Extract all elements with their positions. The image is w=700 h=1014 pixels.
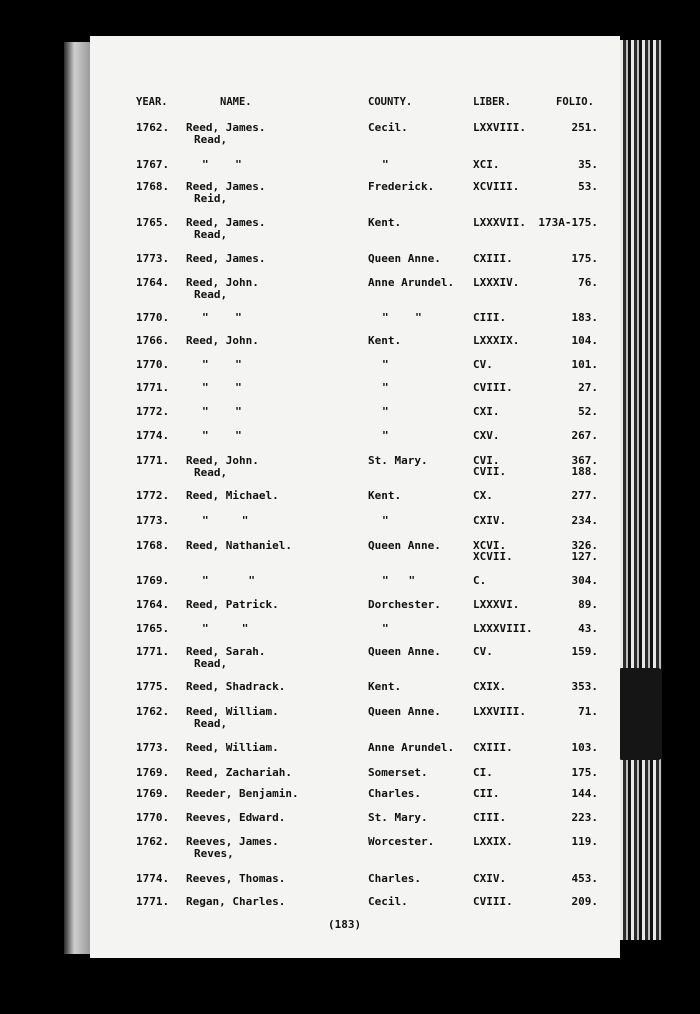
entry-folio: 223. — [571, 811, 598, 824]
entry-folio: 267. — [571, 429, 598, 442]
entry-name: " " — [202, 381, 242, 394]
entry-year: 1767. — [136, 158, 170, 171]
entry-county: Anne Arundel. — [368, 741, 455, 754]
entry-name: " " — [202, 158, 242, 171]
entry-liber: XCVIII. — [473, 180, 520, 193]
entry-liber: CXI. — [473, 405, 500, 418]
entry-county: " " — [382, 311, 422, 324]
entry-county: Kent. — [368, 489, 402, 502]
entry-name-variant: Read, — [194, 717, 228, 730]
entry-year: 1774. — [136, 429, 170, 442]
entry-folio: 304. — [571, 574, 598, 587]
entry-name: Reed, Sarah. — [186, 645, 266, 658]
entry-year: 1770. — [136, 311, 170, 324]
entry-liber: CX. — [473, 489, 493, 502]
entry-folio: 119. — [571, 835, 598, 848]
entry-folio: 76. — [578, 276, 598, 289]
entry-county: " — [382, 429, 389, 442]
entry-name: Regan, Charles. — [186, 895, 286, 908]
header-name: NAME. — [220, 96, 252, 108]
entry-name: Reed, John. — [186, 334, 259, 347]
entry-liber: LXXXIV. — [473, 276, 520, 289]
entry-year: 1765. — [136, 216, 170, 229]
entry-liber: CXIII. — [473, 741, 513, 754]
entry-folio: 326. — [571, 539, 598, 552]
entry-county: Frederick. — [368, 180, 435, 193]
entry-liber: CXIX. — [473, 680, 507, 693]
entry-year: 1771. — [136, 381, 170, 394]
entry-liber: CVIII. — [473, 895, 513, 908]
entry-folio: 453. — [571, 872, 598, 885]
entry-year: 1764. — [136, 276, 170, 289]
entry-folio: 52. — [578, 405, 598, 418]
entry-name: Reed, Nathaniel. — [186, 539, 292, 552]
entry-liber: LXXXIX. — [473, 334, 520, 347]
entry-liber: CXV. — [473, 429, 500, 442]
entry-folio: 234. — [571, 514, 598, 527]
entry-year: 1770. — [136, 811, 170, 824]
entry-name: Reed, William. — [186, 741, 279, 754]
entry-year: 1773. — [136, 514, 170, 527]
entry-year: 1769. — [136, 766, 170, 779]
book-spine-left — [64, 42, 90, 954]
entry-county: Somerset. — [368, 766, 428, 779]
header-liber: LIBER. — [473, 96, 511, 108]
entry-folio: 209. — [571, 895, 598, 908]
entry-county: St. Mary. — [368, 454, 428, 467]
entry-county: " " — [382, 574, 416, 587]
entry-folio: 173A-175. — [538, 216, 598, 229]
entry-name-variant: Read, — [194, 228, 228, 241]
entry-year: 1762. — [136, 121, 170, 134]
header-year: YEAR. — [136, 96, 168, 108]
entry-year: 1768. — [136, 180, 170, 193]
entry-name: Reeves, Thomas. — [186, 872, 286, 885]
entry-year: 1766. — [136, 334, 170, 347]
entry-name-variant: Read, — [194, 657, 228, 670]
entry-liber: C. — [473, 574, 487, 587]
entry-name: Reeves, Edward. — [186, 811, 286, 824]
entry-name: Reed, Zachariah. — [186, 766, 292, 779]
entry-folio: 71. — [578, 705, 598, 718]
entry-county: Kent. — [368, 680, 402, 693]
entry-year: 1771. — [136, 645, 170, 658]
entry-name: Reed, James. — [186, 252, 266, 265]
entry-folio: 101. — [571, 358, 598, 371]
entry-county: " — [382, 405, 389, 418]
entry-liber: CXIII. — [473, 252, 513, 265]
entry-county: " — [382, 622, 389, 635]
entry-liber: CII. — [473, 787, 500, 800]
entry-folio: 53. — [578, 180, 598, 193]
entry-name-variant: Read, — [194, 133, 228, 146]
entry-county: Queen Anne. — [368, 645, 441, 658]
entry-year: 1768. — [136, 539, 170, 552]
entry-folio: 159. — [571, 645, 598, 658]
entry-county: Queen Anne. — [368, 252, 441, 265]
entry-folio: 27. — [578, 381, 598, 394]
entry-liber: CVI. — [473, 454, 500, 467]
binding-clip — [618, 668, 662, 760]
entry-folio: 367. — [571, 454, 598, 467]
entry-name: Reed, William. — [186, 705, 279, 718]
entry-name: " " — [202, 405, 242, 418]
entry-liber: LXXXVII. — [473, 216, 526, 229]
entry-year: 1772. — [136, 489, 170, 502]
entry-name: Reed, John. — [186, 454, 259, 467]
entry-county: Worcester. — [368, 835, 435, 848]
entry-folio: 35. — [578, 158, 598, 171]
entry-liber: CV. — [473, 358, 493, 371]
entry-folio: 144. — [571, 787, 598, 800]
entry-county: " — [382, 381, 389, 394]
entry-folio: 183. — [571, 311, 598, 324]
entry-folio: 175. — [571, 766, 598, 779]
entry-year: 1772. — [136, 405, 170, 418]
entry-folio: 277. — [571, 489, 598, 502]
entry-county: " — [382, 514, 389, 527]
page-number: (183) — [328, 918, 362, 931]
entry-folio: 43. — [578, 622, 598, 635]
entry-name: Reeves, James. — [186, 835, 279, 848]
entry-name: Reed, James. — [186, 121, 266, 134]
entry-year: 1771. — [136, 895, 170, 908]
entry-liber: XCI. — [473, 158, 500, 171]
entry-county: Charles. — [368, 872, 421, 885]
entry-name: " " — [202, 311, 242, 324]
entry-liber-2: CVII. — [473, 465, 507, 478]
entry-year: 1769. — [136, 574, 170, 587]
entry-liber: LXXIX. — [473, 835, 513, 848]
entry-name: " " — [202, 429, 242, 442]
entry-name: Reed, Shadrack. — [186, 680, 286, 693]
entry-name-variant: Read, — [194, 466, 228, 479]
entry-liber: CXIV. — [473, 872, 507, 885]
entry-folio: 251. — [571, 121, 598, 134]
page-edges — [620, 40, 662, 940]
entry-name: Reed, Michael. — [186, 489, 279, 502]
entry-name-variant: Reid, — [194, 192, 228, 205]
entry-name: " " — [202, 622, 249, 635]
entry-liber-2: XCVII. — [473, 550, 513, 563]
entry-year: 1762. — [136, 835, 170, 848]
entry-county: Queen Anne. — [368, 539, 441, 552]
entry-liber: CIII. — [473, 311, 507, 324]
entry-name: Reed, Patrick. — [186, 598, 279, 611]
entry-name: Reeder, Benjamin. — [186, 787, 299, 800]
entry-liber: XCVI. — [473, 539, 507, 552]
entry-liber: CXIV. — [473, 514, 507, 527]
entry-liber: LXXVIII. — [473, 121, 526, 134]
entry-name: " " — [202, 358, 242, 371]
entry-name: " " — [202, 574, 255, 587]
entry-folio: 103. — [571, 741, 598, 754]
entry-folio-2: 188. — [571, 465, 598, 478]
entry-county: Queen Anne. — [368, 705, 441, 718]
entry-liber: LXXVIII. — [473, 705, 526, 718]
entry-county: Kent. — [368, 216, 402, 229]
header-county: COUNTY. — [368, 96, 413, 108]
entry-year: 1771. — [136, 454, 170, 467]
entry-folio: 104. — [571, 334, 598, 347]
header-folio: FOLIO. — [556, 96, 594, 108]
entry-year: 1773. — [136, 252, 170, 265]
entry-name: " " — [202, 514, 249, 527]
entry-year: 1765. — [136, 622, 170, 635]
entry-liber: CIII. — [473, 811, 507, 824]
entry-liber: CVIII. — [473, 381, 513, 394]
entry-liber: CV. — [473, 645, 493, 658]
entry-year: 1775. — [136, 680, 170, 693]
entry-county: Kent. — [368, 334, 402, 347]
entry-liber: LXXXVIII. — [473, 622, 533, 635]
entry-name: Reed, John. — [186, 276, 259, 289]
entry-folio-2: 127. — [571, 550, 598, 563]
entry-county: " — [382, 358, 389, 371]
entry-county: Dorchester. — [368, 598, 441, 611]
entry-name-variant: Reves, — [194, 847, 234, 860]
entry-folio: 89. — [578, 598, 598, 611]
entry-year: 1773. — [136, 741, 170, 754]
entry-year: 1764. — [136, 598, 170, 611]
entry-year: 1774. — [136, 872, 170, 885]
ledger-page — [90, 36, 620, 958]
entry-county: Cecil. — [368, 121, 408, 134]
entry-liber: LXXXVI. — [473, 598, 520, 611]
entry-name: Reed, James. — [186, 216, 266, 229]
entry-name: Reed, James. — [186, 180, 266, 193]
entry-county: Charles. — [368, 787, 421, 800]
entry-county: St. Mary. — [368, 811, 428, 824]
entry-folio: 353. — [571, 680, 598, 693]
entry-liber: CI. — [473, 766, 493, 779]
entry-year: 1762. — [136, 705, 170, 718]
entry-county: " — [382, 158, 389, 171]
entry-folio: 175. — [571, 252, 598, 265]
entry-name-variant: Read, — [194, 288, 228, 301]
entry-year: 1769. — [136, 787, 170, 800]
entry-county: Cecil. — [368, 895, 408, 908]
entry-year: 1770. — [136, 358, 170, 371]
entry-county: Anne Arundel. — [368, 276, 455, 289]
